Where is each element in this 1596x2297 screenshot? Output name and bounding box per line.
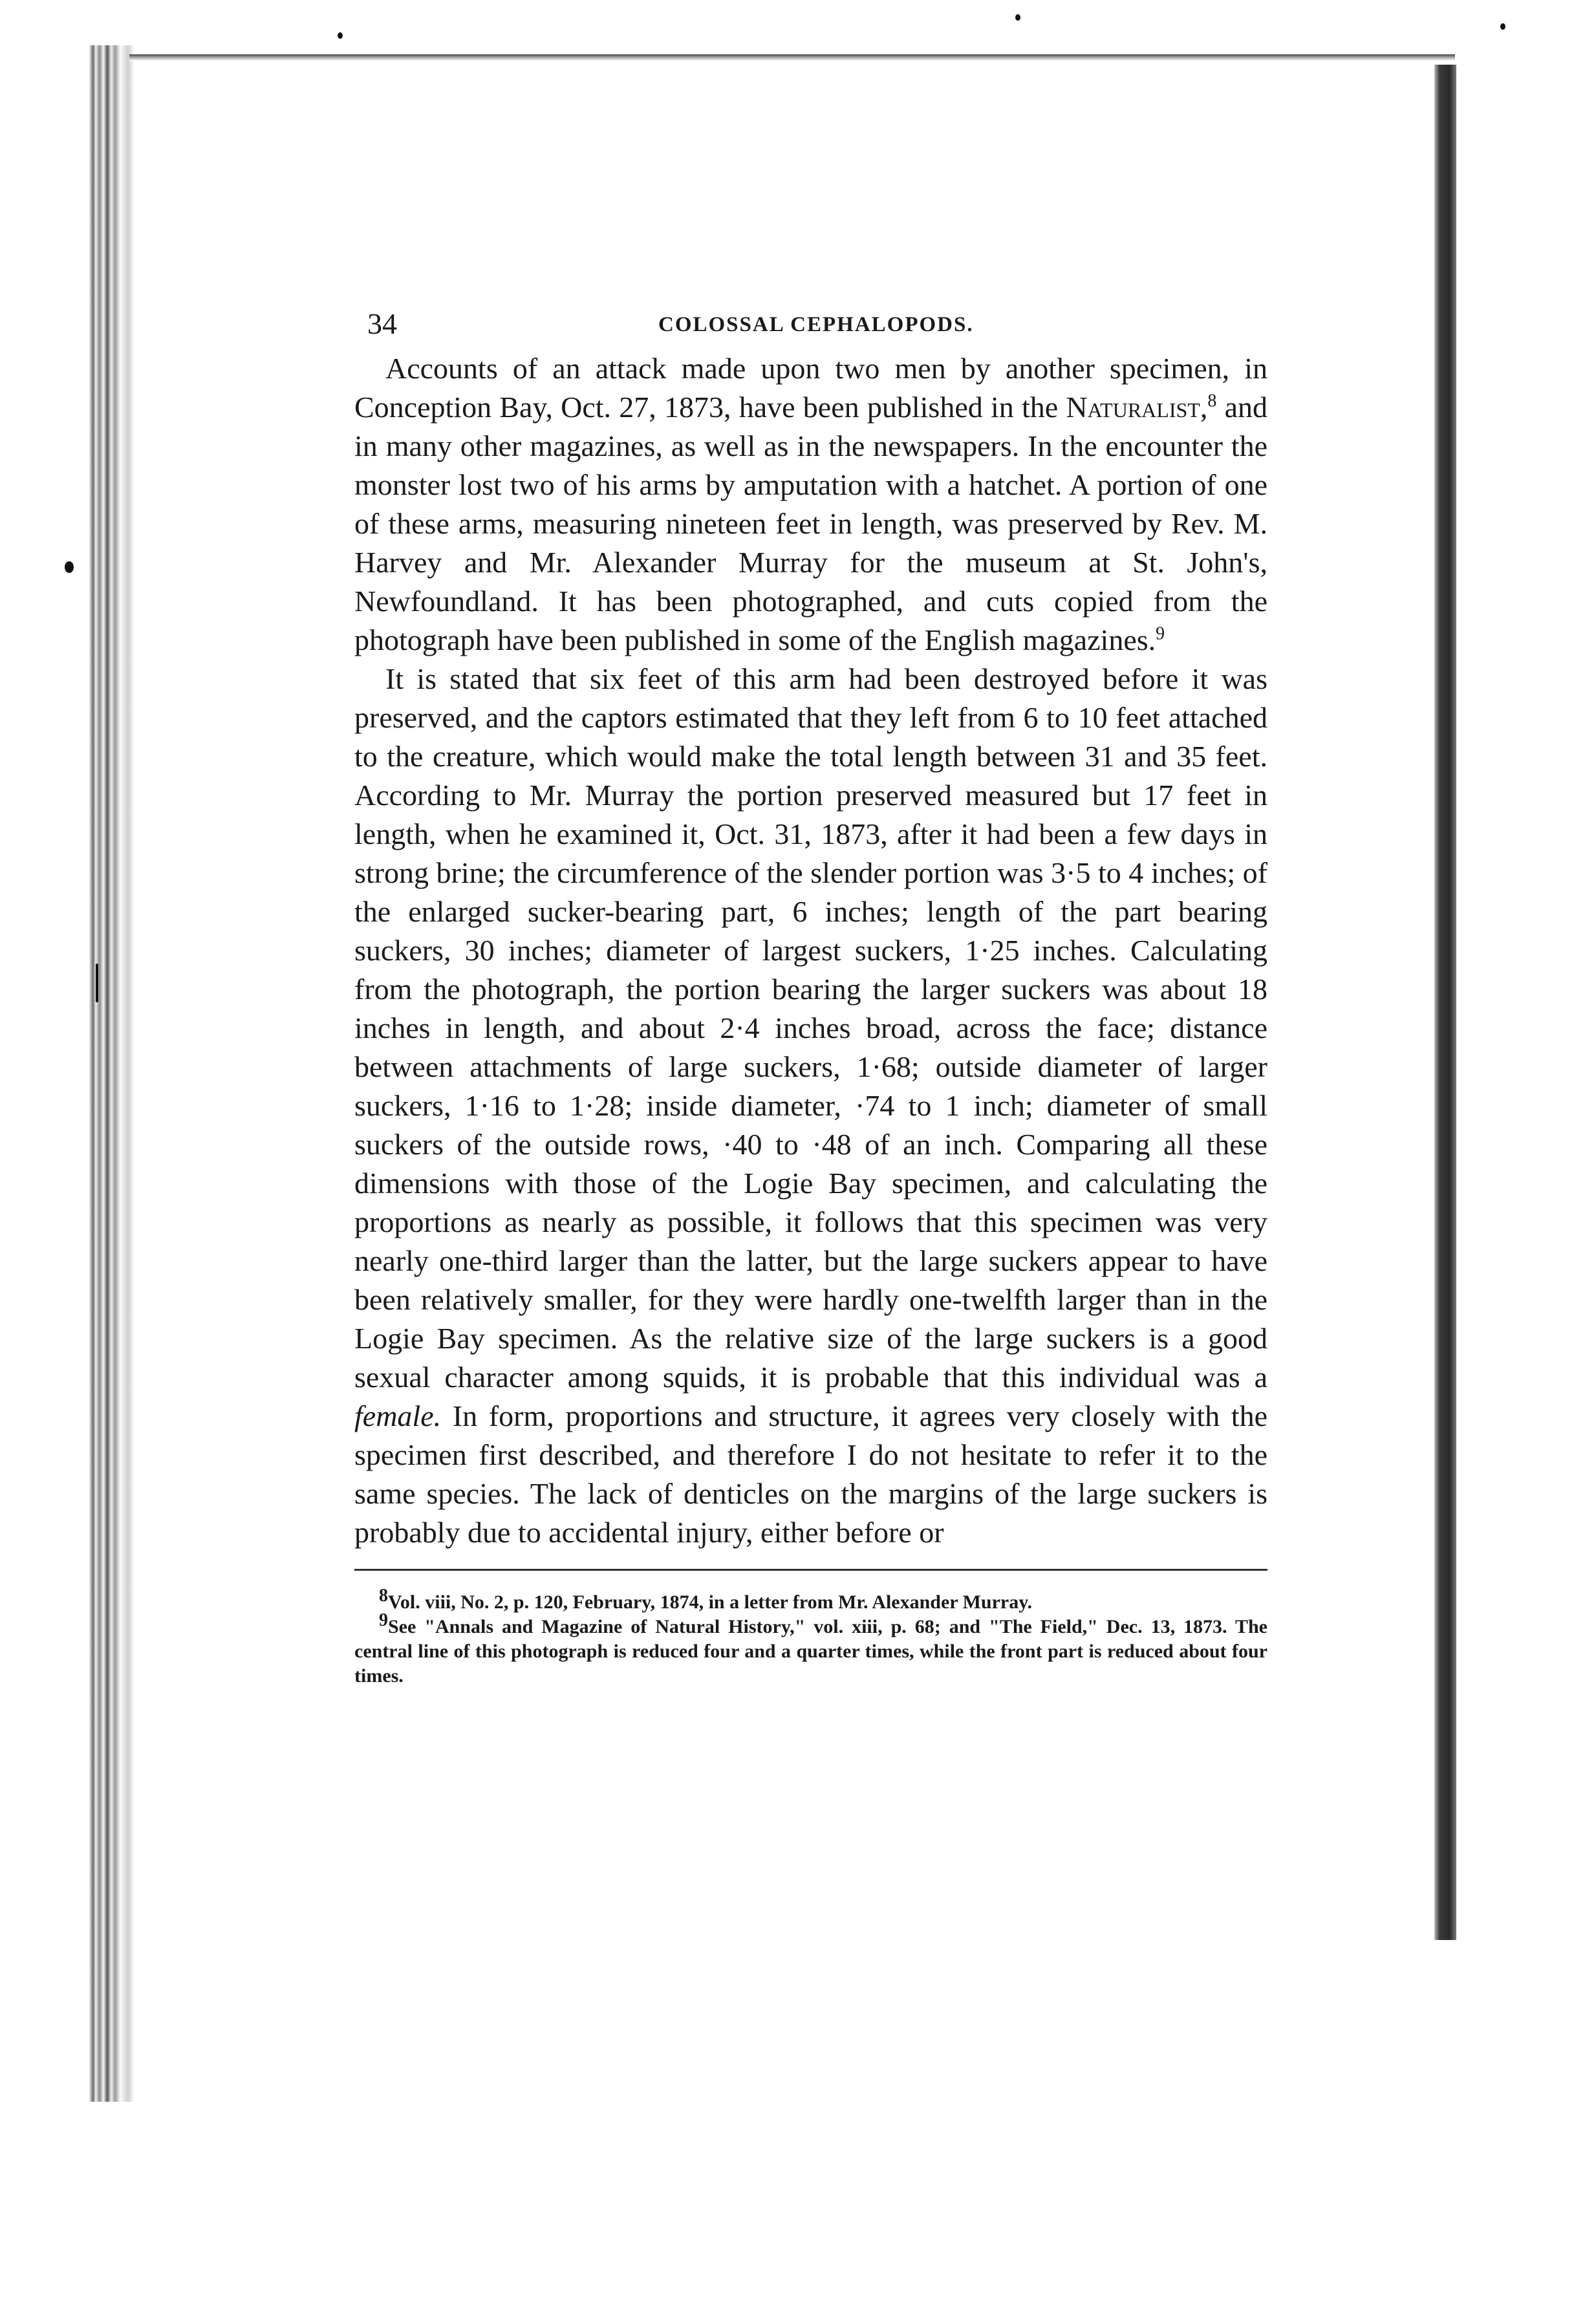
paragraph-2-text-a: It is stated that six feet of this arm had been destroyed before it was preserved, and the captors estimated that they left from 6 to 10 feet attached to the creature, which would make the total length between 31 and 35 feet. According to Mr. Murray the portion preserved measured but 17 feet in length, when he examined it, Oct. 31, 1873, after it had been a few days in strong brine; the circumference of the slender portion was 3·5 to 4 inches; of the enlarged sucker-bearing part, 6 inches; length of the part bearing suckers, 30 inches; diameter of largest suckers, 1·25 inches. Calculating from the photograph, the portion bearing the larger suckers was about 18 inches in length, and about 2·4 inches broad, across the face; distance between attachments of large suckers, 1·68; outside diameter of larger suckers, 1·16 to 1·28; inside diameter, ·74 to 1 inch; diameter of small suckers of the outside rows, ·40 to ·48 of an inch. Comparing all these dimensions with those of the Logie Bay specimen, and calculating the proportions as nearly as possible, it follows that this specimen was very nearly one-third larger than the latter, but the large suckers appear to have been relatively smaller, for they were hardly one-twelfth larger than in the Logie Bay specimen. As the relative size of the large suckers is a good sexual character among squids, it is probable that this individual was a [354,662,1267,1394]
paragraph-1-text-a: Accounts of an attack made upon two men by another specimen, in Conception Bay, Oct. 27, 1873, have been published in the [354,352,1267,424]
paragraph-1-text-b: and in many other magazines, as well as in the newspapers. In the encounter the monster lost two of his arms by amputation with a hatchet. A portion of one of these arms, measuring nineteen feet in length, was preserved by Rev. M. Harvey and Mr. Alexander Murray for the museum at St. John's, Newfoundland. It has been photographed, and cuts copied from the photograph have been published in some of the English magazines. [354,391,1267,656]
footnote-ref-8: 8 [1207,391,1217,411]
footnote-8-text: Vol. viii, No. 2, p. 120, February, 1874, in a letter from Mr. Alexander Murray. [388,1591,1033,1613]
scan-speck [96,964,98,1002]
book-binding-edge [89,45,135,2102]
footnote-8-mark: 8 [379,1586,388,1606]
book-page [354,304,1267,1688]
footnote-rule [354,1569,1267,1571]
body-text [354,349,1267,1552]
scan-speck [338,32,343,39]
paragraph-1 [354,349,1267,660]
footnote-8 [354,1586,1267,1615]
page-number: 34 [367,307,397,340]
page-right-edge [1434,65,1456,1940]
scan-speck [65,561,74,573]
footnote-9-mark: 9 [379,1610,388,1630]
footnote-9 [354,1610,1267,1688]
female-italic: female. [354,1399,442,1432]
footnote-ref-9: 9 [1156,623,1165,644]
running-head [354,304,1267,349]
paragraph-2 [354,660,1267,1552]
page-top-edge [129,54,1455,61]
paragraph-2-text-b: In form, proportions and structure, it agrees very closely with the specimen first described, and therefore I do not hesitate to refer it to the same species. The lack of denticles on the margins of the large suckers is probably due to accidental injury, either before or [354,1399,1267,1549]
scan-speck [1015,14,1020,21]
naturalist-small-caps: Naturalist, [1066,391,1208,424]
scan-speck [1500,23,1505,30]
running-title: COLOSSAL CEPHALOPODS. [658,313,974,336]
footnotes [354,1586,1267,1688]
footnote-9-text: See "Annals and Magazine of Natural History," vol. xiii, p. 68; and "The Field," Dec. 13, 1873. The central line of this photograph is reduced four and a quarter times, while the front part is reduced about four times. [354,1616,1267,1687]
